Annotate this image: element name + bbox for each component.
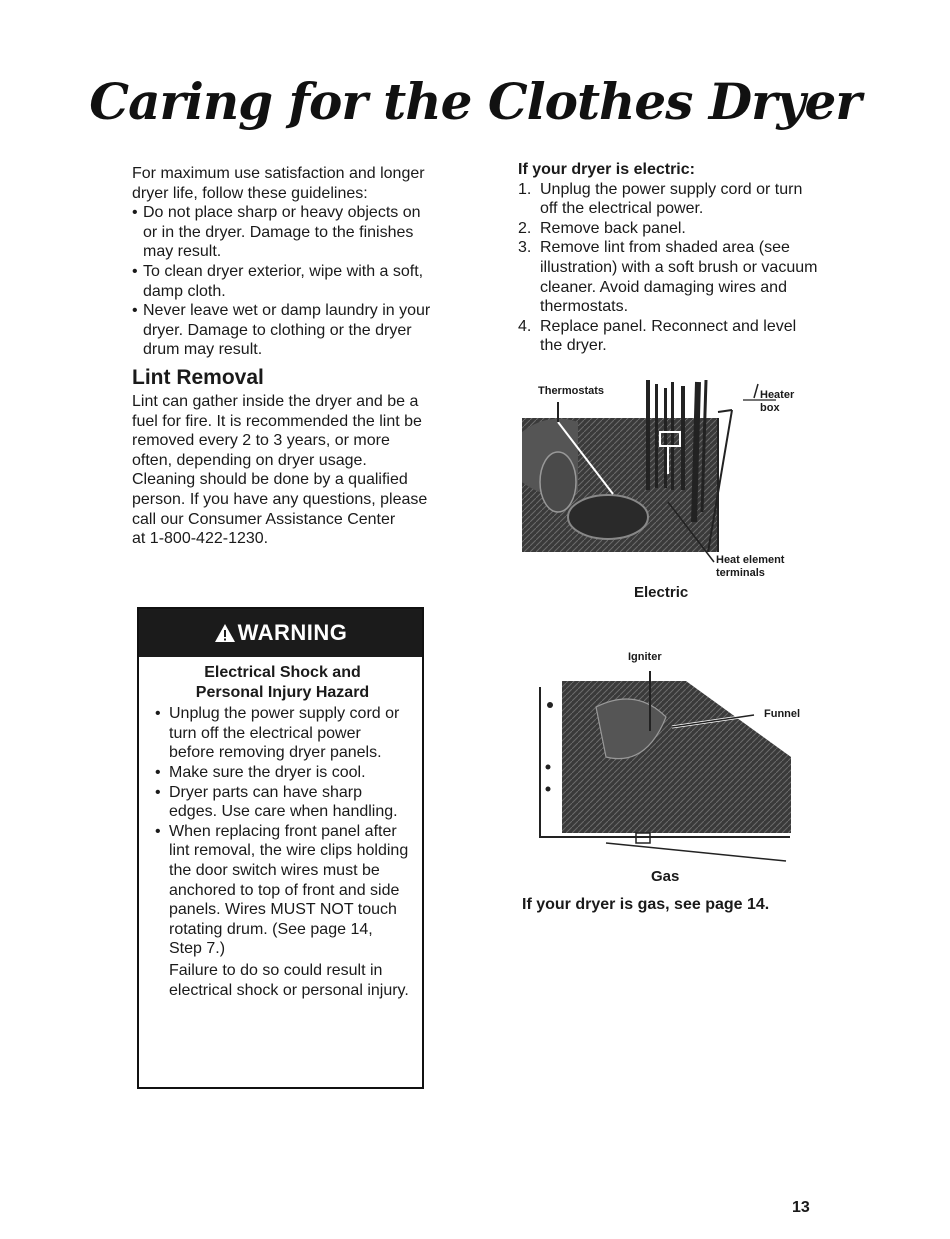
- label-heat-element-line1: Heat element: [716, 554, 785, 566]
- label-thermostats: Thermostats: [538, 385, 605, 397]
- gas-dryer-note: If your dryer is gas, see page 14.: [522, 896, 770, 913]
- step-item: [518, 238, 818, 316]
- warning-item: • Unplug the power supply cord or turn off the electrical power before removing dryer panels.: [155, 704, 410, 763]
- intro-text: For maximum use satisfaction and longer dryer life, follow these guidelines:: [132, 165, 425, 202]
- right-column: [518, 160, 818, 356]
- warning-header: [139, 609, 422, 657]
- warning-label: WARNING: [237, 620, 348, 645]
- step-item: [518, 180, 818, 219]
- guideline-item: • Never leave wet or damp laundry in your dryer. Damage to clothing or the dryer drum may result.: [132, 301, 432, 360]
- step-number: 4.: [518, 317, 532, 335]
- consumer-phone: at 1-800-422-1230.: [132, 530, 269, 548]
- step-text: Replace panel. Reconnect and level the dryer.: [540, 317, 797, 355]
- label-heat-element-line2: terminals: [716, 567, 765, 579]
- warning-item: • Dryer parts can have sharp edges. Use care when handling.: [155, 783, 410, 822]
- warning-subtitle-line: Electrical Shock and: [204, 664, 361, 681]
- gas-illustration: [536, 647, 826, 863]
- electric-illustration: [518, 372, 818, 584]
- label-igniter: Igniter: [628, 651, 662, 663]
- step-item: [518, 219, 818, 239]
- electric-heading: If your dryer is electric:: [518, 161, 695, 178]
- lint-removal-heading: Lint Removal: [132, 365, 264, 389]
- step-number: 3.: [518, 239, 532, 257]
- label-funnel: Funnel: [764, 708, 801, 720]
- warning-item: • When replacing front panel after lint removal, the wire clips holding the door switch wires must be anchored to top of front and side panels. Wires MUST NOT touch rotating drum. (See page 14, Step 7.): [155, 822, 410, 959]
- step-number: 1.: [518, 180, 532, 198]
- gas-dryer-drawing: [536, 647, 826, 863]
- step-text: Remove back panel.: [540, 219, 686, 237]
- warning-subtitle: [155, 663, 410, 702]
- electric-steps: [518, 180, 818, 356]
- warning-subtitle-line: Personal Injury Hazard: [195, 683, 370, 701]
- caption-electric: Electric: [634, 584, 689, 601]
- page-title: Caring for the Clothes Dryer: [89, 72, 861, 131]
- warning-box: [137, 607, 424, 1089]
- left-column: [132, 164, 432, 549]
- label-heater-box-line1: Heater: [760, 389, 795, 401]
- step-item: [518, 317, 818, 356]
- guideline-item: • To clean dryer exterior, wipe with a soft, damp cloth.: [132, 262, 432, 301]
- warning-item: • Make sure the dryer is cool.: [155, 763, 410, 783]
- caption-gas: Gas: [651, 868, 680, 885]
- step-text: Unplug the power supply cord or turn off the electrical power.: [540, 180, 803, 218]
- step-number: 2.: [518, 219, 532, 237]
- guidelines-list: [132, 203, 432, 360]
- warning-list: [155, 704, 410, 959]
- warning-body: [139, 657, 422, 1000]
- page-number: 13: [792, 1199, 810, 1216]
- guideline-item: • Do not place sharp or heavy objects on or in the dryer. Damage to the finishes may result.: [132, 203, 432, 262]
- warning-tail: Failure to do so could result in electrical shock or personal injury.: [169, 961, 409, 999]
- warning-triangle-icon: [214, 623, 236, 643]
- label-heater-box-line2: box: [760, 402, 780, 414]
- step-text: Remove lint from shaded area (see illustration) with a soft brush or vacuum cleaner. Avoid damaging wires and thermostats.: [540, 239, 818, 316]
- lint-removal-text: Lint can gather inside the dryer and be a fuel for fire. It is recommended the lint be removed every 2 to 3 years, or more often, depending on dryer usage. Cleaning should be done by a qualified person. If you have any questions, please call our Consumer Assistance Center: [132, 392, 428, 528]
